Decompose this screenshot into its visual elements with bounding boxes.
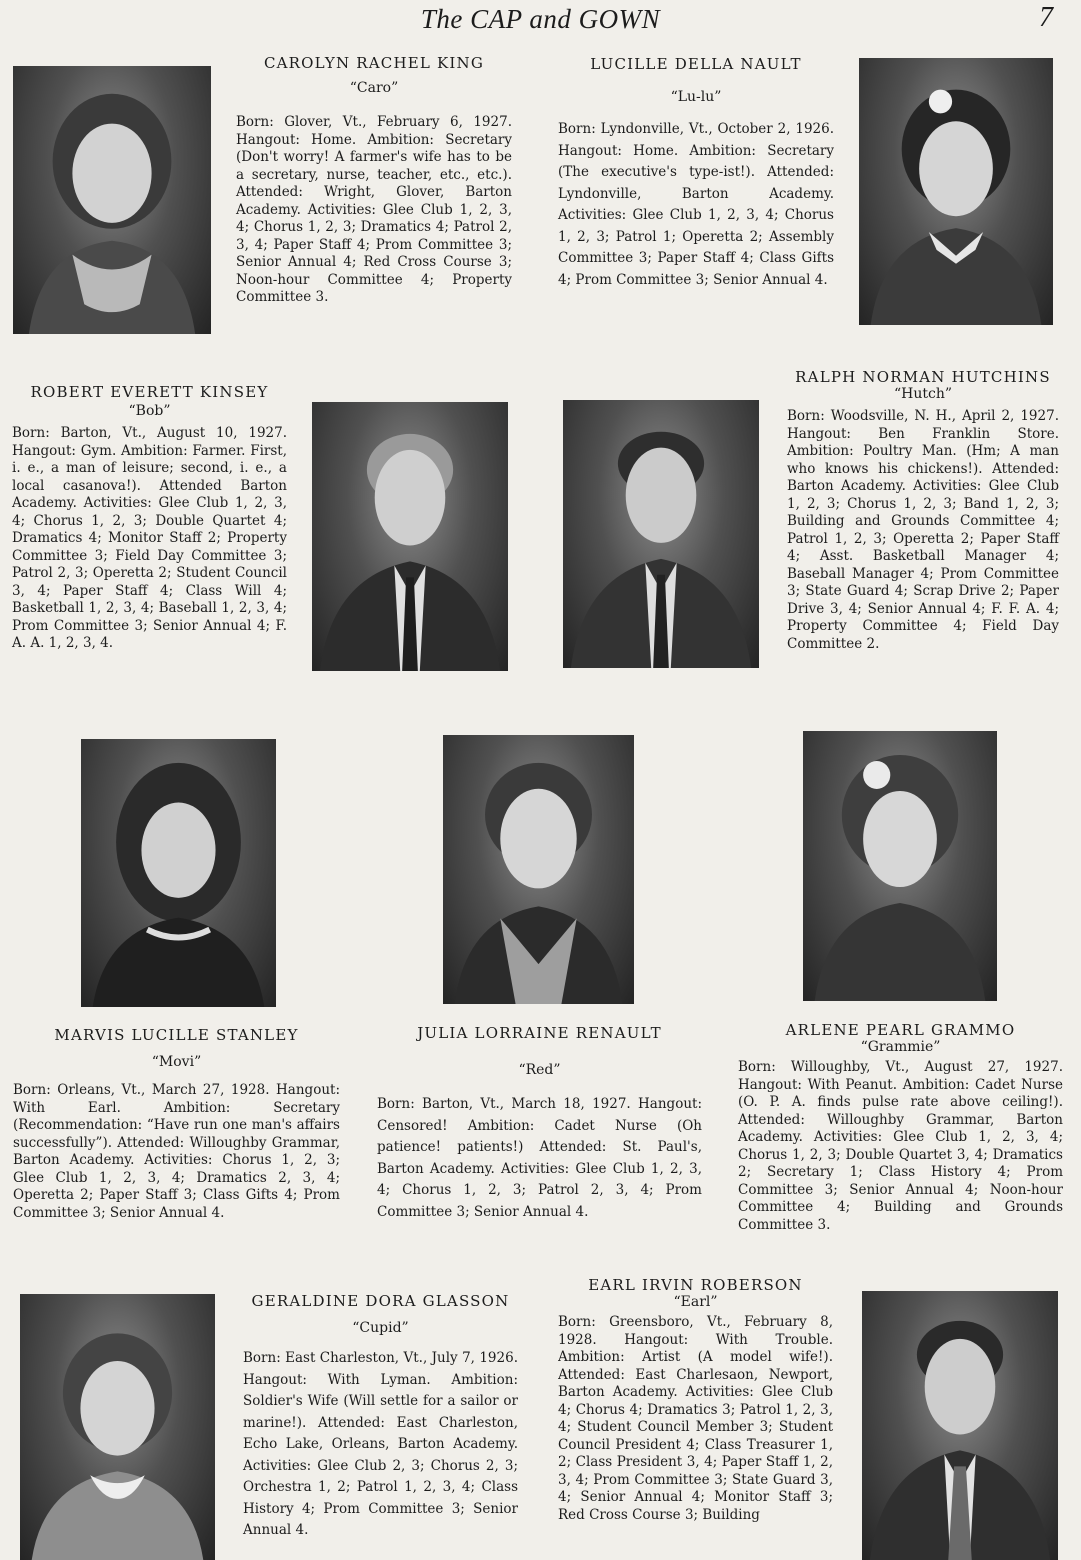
student-entry-earl-roberson — [558, 1276, 833, 1560]
student-nickname: “Movi” — [151, 1054, 202, 1070]
student-nickname: “Earl” — [673, 1294, 718, 1310]
student-nickname: “Red” — [518, 1062, 561, 1078]
student-nickname: “Bob” — [128, 403, 171, 419]
page-title: The CAP and GOWN — [420, 4, 661, 34]
student-name: RALPH NORMAN HUTCHINS — [795, 368, 1051, 386]
page-number: 7 — [1039, 2, 1053, 33]
student-entry-julia-renault — [377, 1024, 702, 1223]
student-name: GERALDINE DORA GLASSON — [251, 1292, 510, 1310]
student-name: MARVIS LUCILLE STANLEY — [54, 1026, 299, 1044]
student-bio: Born: Woodsville, N. H., April 2, 1927. Hangout: Ben Franklin Store. Ambition: Poultry Man. (Hm; A man who knows his chickens!). Attended: Barton Academy. Activities: Glee Club 1, 2, 3; Chorus 1, 2, 3; Band 1, 2, 3; Building and Grounds Committee 4; Patrol 1, 2, 3; Operetta 2; Paper Staff 4; Asst. Basketball Manager 4; Baseball Manager 4; Prom Committee 3; State Guard 4; Scrap Drive 2; Paper Drive 3, 4; Senior Annual 4; F. F. A. 4; Property Committee 4; Field Day Committee 2. — [787, 408, 1059, 652]
student-entry-arlene-grammo — [738, 1021, 1063, 1234]
student-name: ROBERT EVERETT KINSEY — [30, 383, 269, 401]
student-entry-ralph-hutchins — [787, 368, 1059, 653]
student-entry-carolyn-king — [236, 54, 512, 307]
student-entry-robert-kinsey — [12, 383, 287, 653]
student-name: EARL IRVIN ROBERSON — [588, 1276, 803, 1294]
student-name: JULIA LORRAINE RENAULT — [417, 1024, 662, 1042]
student-nickname: “Cupid” — [352, 1320, 409, 1336]
student-name: CAROLYN RACHEL KING — [263, 54, 485, 72]
student-bio: Born: East Charleston, Vt., July 7, 1926. Hangout: With Lyman. Ambition: Soldier's Wife (Will settle for a sailor or marine!). Attended: East Charleston, Echo Lake, Orleans, Barton Academy. Activities: Glee Club 2, 3; Chorus 2, 3; Orchestra 1, 2; Patrol 1, 2, 3, 4; Class History 4; Prom Committee 3; Senior Annual 4. — [243, 1350, 518, 1538]
student-entry-marvis-stanley — [13, 1026, 340, 1222]
student-name: ARLENE PEARL GRAMMO — [785, 1021, 1016, 1039]
portrait-photo-lucille-nault — [859, 58, 1053, 325]
student-bio: Born: Willoughby, Vt., August 27, 1927. Hangout: With Peanut. Ambition: Cadet Nurse (O. P. A. finds pulse rate above ceiling!). Attended: Willoughby Grammar, Barton Academy. Activities: Glee Club 1, 2, 3, 4; Chorus 1, 2, 3; Double Quartet 3, 4; Dramatics 2; Secretary 1; Class History 4; Prom Committee 3; Senior Annual 4; Noon-hour Committee 4; Building and Grounds Committee 3. — [738, 1059, 1063, 1233]
student-nickname: “Caro” — [349, 80, 399, 96]
student-nickname: “Grammie” — [860, 1039, 941, 1055]
student-bio: Born: Lyndonville, Vt., October 2, 1926. Hangout: Home. Ambition: Secretary (The executive's type-ist!). Attended: Lyndonville, Barton Academy. Activities: Glee Club 1, 2, 3, 4; Chorus 1, 2, 3; Patrol 1; Operetta 2; Assembly Committee 3; Paper Staff 4; Class Gifts 4; Prom Committee 3; Senior Annual 4. — [558, 121, 834, 288]
student-nickname: “Hutch” — [893, 386, 953, 402]
portrait-photo-marvis-stanley — [81, 739, 276, 1007]
portrait-photo-ralph-hutchins — [563, 400, 759, 668]
student-bio: Born: Glover, Vt., February 6, 1927. Hangout: Home. Ambition: Secretary (Don't worry! A farmer's wife has to be a secretary, nurse, teacher, etc., etc.). Attended: Wright, Glover, Barton Academy. Activities: Glee Club 1, 2, 3, 4; Chorus 1, 2, 3; Dramatics 4; Patrol 2, 3, 4; Paper Staff 4; Prom Committee 3; Senior Annual 4; Red Cross Course 3; Noon-hour Committee 4; Property Committee 3. — [236, 114, 512, 305]
student-entry-geraldine-glasson — [243, 1292, 518, 1542]
student-entry-lucille-nault — [558, 55, 834, 291]
portrait-photo-carolyn-king — [13, 66, 211, 334]
student-nickname: “Lu-lu” — [670, 89, 722, 105]
student-bio: Born: Greensboro, Vt., February 8, 1928. Hangout: With Trouble. Ambition: Artist (A model wife!). Attended: East Charlesaon, Newport, Barton Academy. Activities: Glee Club 4; Chorus 4; Dramatics 3; Patrol 1, 2, 3, 4; Student Council Member 3; Student Council President 4; Class Treasurer 1, 2; Class President 3, 4; Paper Staff 1, 2, 3, 4; Prom Committee 3; State Guard 3, 4; Senior Annual 4; Monitor Staff 3; Red Cross Course 3; Building — [558, 1314, 833, 1523]
student-bio: Born: Barton, Vt., August 10, 1927. Hangout: Gym. Ambition: Farmer. First, i. e., a man of leisure; second, i. e., a local casanova!). Attended Barton Academy. Activities: Glee Club 1, 2, 3, 4; Chorus 1, 2, 3; Double Quartet 4; Dramatics 4; Monitor Staff 2; Property Committee 3; Field Day Committee 3; Patrol 2, 3; Operetta 2; Student Council 3, 4; Paper Staff 4; Class Will 4; Basketball 1, 2, 3, 4; Baseball 1, 2, 3, 4; Prom Committee 3; Senior Annual 4; F. A. A. 1, 2, 3, 4. — [12, 425, 287, 651]
portrait-photo-earl-roberson — [862, 1291, 1058, 1560]
student-bio: Born: Barton, Vt., March 18, 1927. Hangout: Censored! Ambition: Cadet Nurse (Oh patience! patients!) Attended: St. Paul's, Barton Academy. Activities: Glee Club 1, 2, 3, 4; Chorus 1, 2, 3; Patrol 2, 3, 4; Prom Committee 3; Senior Annual 4. — [377, 1096, 702, 1220]
portrait-photo-julia-renault — [443, 735, 634, 1004]
student-bio: Born: Orleans, Vt., March 27, 1928. Hangout: With Earl. Ambition: Secretary (Recommendation: “Have run one man's affairs successfully”). Attended: Willoughby Grammar, Barton Academy. Activities: Chorus 1, 2, 3; Glee Club 1, 2, 3, 4; Dramatics 2, 3, 4; Operetta 2; Paper Staff 3; Class Gifts 4; Prom Committee 3; Senior Annual 4. — [13, 1082, 340, 1221]
portrait-photo-robert-kinsey — [312, 402, 508, 671]
student-name: LUCILLE DELLA NAULT — [590, 55, 802, 73]
portrait-photo-geraldine-glasson — [20, 1294, 215, 1560]
portrait-photo-arlene-grammo — [803, 731, 997, 1001]
